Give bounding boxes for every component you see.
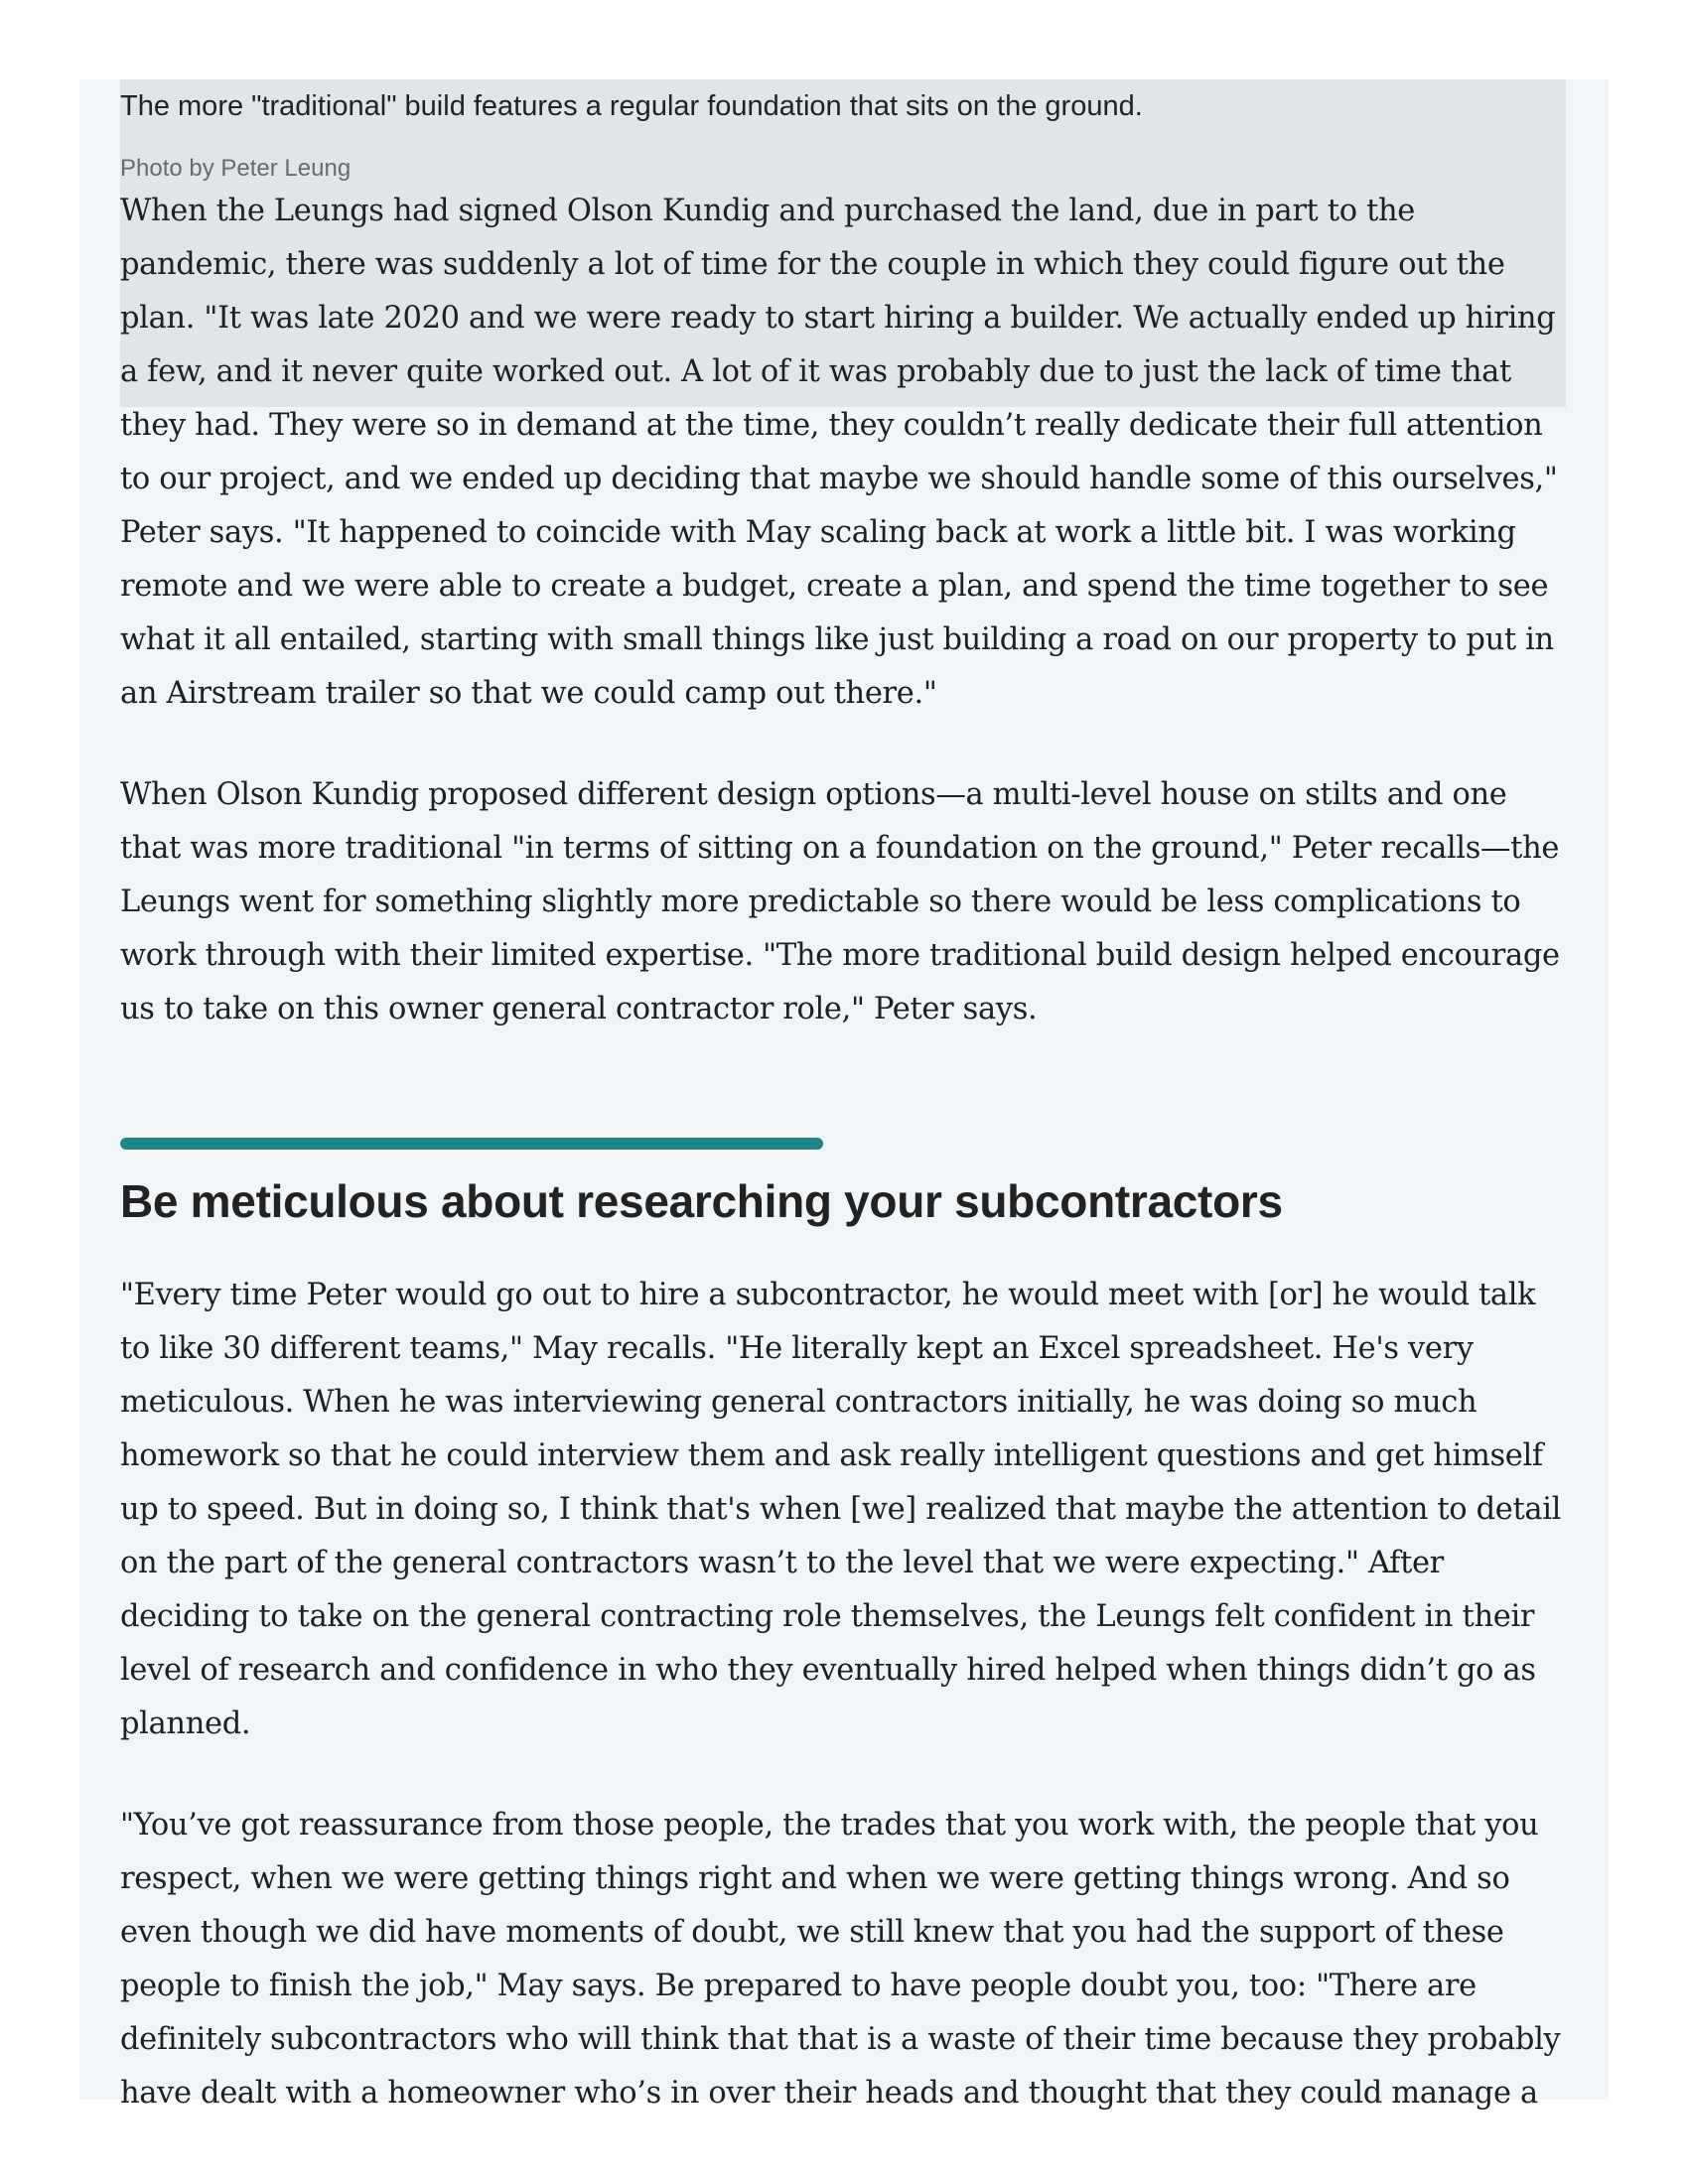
article-paragraph: When Olson Kundig proposed different design options—a multi-level house on stilts and one that was more traditional "in terms of sitting on a foundation on the ground," Peter recalls—the Leungs went for something slightly more predictable so there would be less complications to work through with their limited expertise. "The more traditional build design helped encourage us to take on this owner general contractor role," Peter says. bbox=[120, 777, 1560, 1026]
section-divider bbox=[120, 1138, 823, 1150]
article-content bbox=[120, 79, 1570, 2120]
article-paragraph: "You’ve got reassurance from those people, the trades that you work with, the people that you respect, when we were getting things right and when we were getting things wrong. And so even though we did have moments of doubt, we still knew that you had the support of these people to finish the job," May says. Be prepared to have people doubt you, too: "There are definitely subcontractors who will think that that is a waste of their time because they probably have dealt with a homeowner who’s in over their heads and thought that they could manage a bbox=[120, 1808, 1561, 2111]
section-heading: Be meticulous about researching your subcontractors bbox=[120, 1175, 1283, 1227]
photo-caption: The more "traditional" build features a regular foundation that sits on the ground. bbox=[120, 90, 1143, 122]
article-paragraph: When the Leungs had signed Olson Kundig and purchased the land, due in part to the pandemic, there was suddenly a lot of time for the couple in which they could figure out the plan. "It was late 2020 and we were ready to start hiring a builder. We actually ended up hiring a few, and it never quite worked out. A lot of it was probably due to just the lack of time that they had. They were so in demand at the time, they couldn’t really dedicate their full attention to our project, and we ended up deciding that maybe we should handle some of this ourselves," Peter says. "It happened to coincide with May scaling back at work a little bit. I was working remote and we were able to create a budget, create a plan, and spend the time together to see what it all entailed, starting with small things like just building a road on our property to put in an Airstream trailer so that we could camp out there." bbox=[120, 194, 1558, 711]
article-paragraph: "Every time Peter would go out to hire a subcontractor, he would meet with [or] he would talk to like 30 different teams," May recalls. "He literally kept an Excel spreadsheet. He's very meticulous. When he was interviewing general contractors initially, he was doing so much homework so that he could interview them and ask really intelligent questions and get himself up to speed. But in doing so, I think that's when [we] realized that maybe the attention to detail on the part of the general contractors wasn’t to the level that we were expecting." After deciding to take on the general contracting role themselves, the Leungs felt confident in their level of research and confidence in who they eventually hired helped when things didn’t go as planned. bbox=[120, 1278, 1562, 1741]
photo-credit: Photo by Peter Leung bbox=[120, 155, 352, 182]
